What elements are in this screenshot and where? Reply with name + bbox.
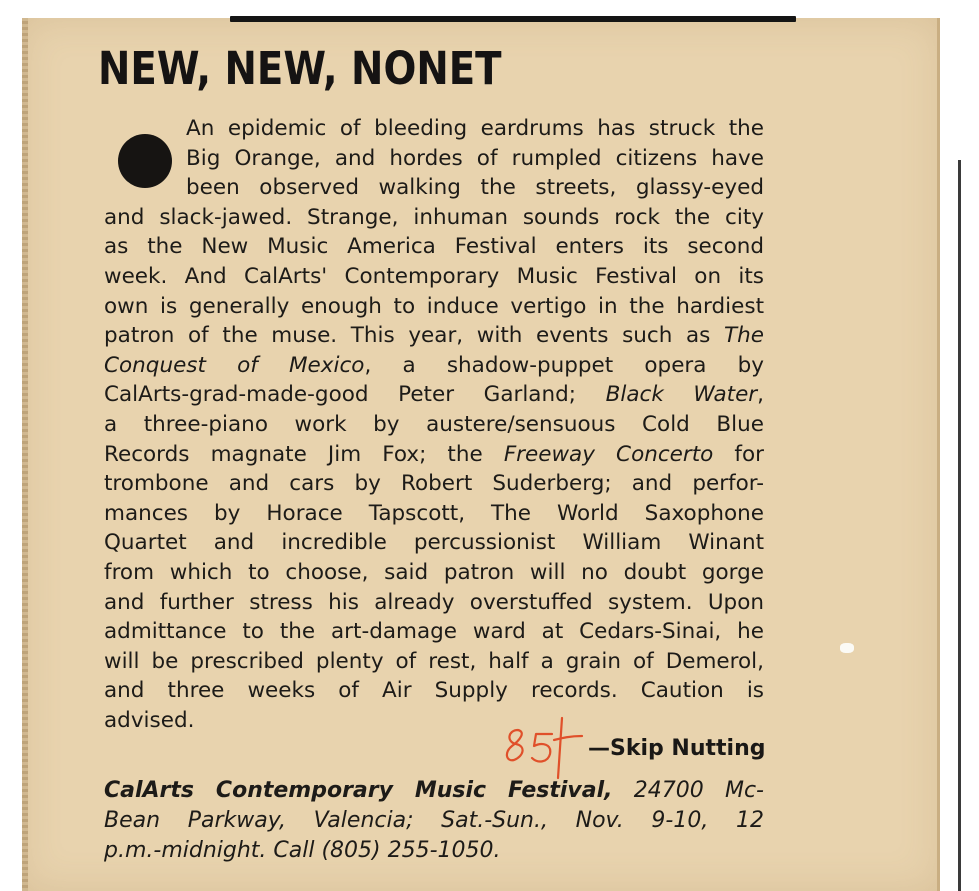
headline: NEW, NEW, NONET	[98, 42, 502, 95]
body-line: mances by Horace Tapscott, The World Saxophone	[104, 500, 764, 526]
body-line: An epidemic of bleeding eardrums has struck the	[186, 116, 764, 141]
event-info	[104, 776, 764, 866]
byline-row	[500, 710, 765, 780]
body-line-text: CalArts-grad-made-good Peter Garland;	[104, 382, 606, 408]
body-line	[104, 321, 764, 351]
body-line: as the New Music America Festival enters its second	[104, 234, 764, 260]
body-line: Quartet and incredible percussionist William Winant	[104, 530, 764, 556]
info-line	[104, 776, 764, 806]
body-line: and further stress his already overstuffed system. Upon	[104, 589, 764, 615]
body-line-text: Records magnate Jim Fox; the	[104, 441, 504, 467]
body-line-text: , a shadow-puppet opera by	[364, 352, 764, 378]
info-line: Bean Parkway, Valencia; Sat.-Sun., Nov. 9-10, 12	[104, 808, 764, 833]
body-line	[104, 440, 764, 470]
body-line: been observed walking the streets, glassy-eyed	[186, 175, 764, 201]
body-line: own is generally enough to induce vertigo in the hardiest	[104, 293, 764, 319]
info-line: p.m.-midnight. Call (805) 255-1050.	[104, 838, 501, 863]
body-line: admittance to the art-damage ward at Cedars-Sinai, he	[104, 619, 764, 645]
body-line-text: patron of the muse. This year, with events such as	[104, 323, 724, 349]
body-line: trombone and cars by Robert Suderberg; and perfor-	[104, 471, 764, 497]
body-line	[104, 351, 764, 381]
scan-edge-line	[958, 160, 961, 891]
title-the: The	[724, 323, 764, 349]
top-rule	[230, 16, 796, 22]
title-black-water: Black Water	[605, 382, 758, 408]
handwritten-note-85	[500, 710, 590, 780]
article-body	[104, 114, 764, 735]
event-name: CalArts Contemporary Music Festival,	[104, 778, 613, 803]
body-line	[104, 380, 764, 410]
body-line: from which to choose, said patron will no doubt gorge	[104, 559, 764, 585]
title-conquest-of-mexico: Conquest of Mexico	[104, 352, 365, 378]
info-address-start: 24700 Mc-	[612, 778, 764, 803]
body-line: advised.	[104, 707, 195, 733]
body-line: will be prescribed plenty of rest, half a grain of Demerol,	[104, 648, 764, 674]
body-line-text: ,	[757, 382, 764, 408]
body-line: and slack-jawed. Strange, inhuman sounds rock the city	[104, 204, 764, 230]
body-line: a three-piano work by austere/sensuous Cold Blue	[104, 411, 764, 437]
body-line: and three weeks of Air Supply records. Caution is	[104, 678, 764, 704]
byline: —Skip Nutting	[588, 736, 766, 761]
body-line-text: for	[713, 441, 764, 467]
body-line: Big Orange, and hordes of rumpled citizens have	[186, 145, 764, 171]
title-freeway-concerto: Freeway Concerto	[503, 441, 714, 467]
paper-speck	[840, 643, 854, 653]
body-line: week. And CalArts' Contemporary Music Festival on its	[104, 263, 764, 289]
